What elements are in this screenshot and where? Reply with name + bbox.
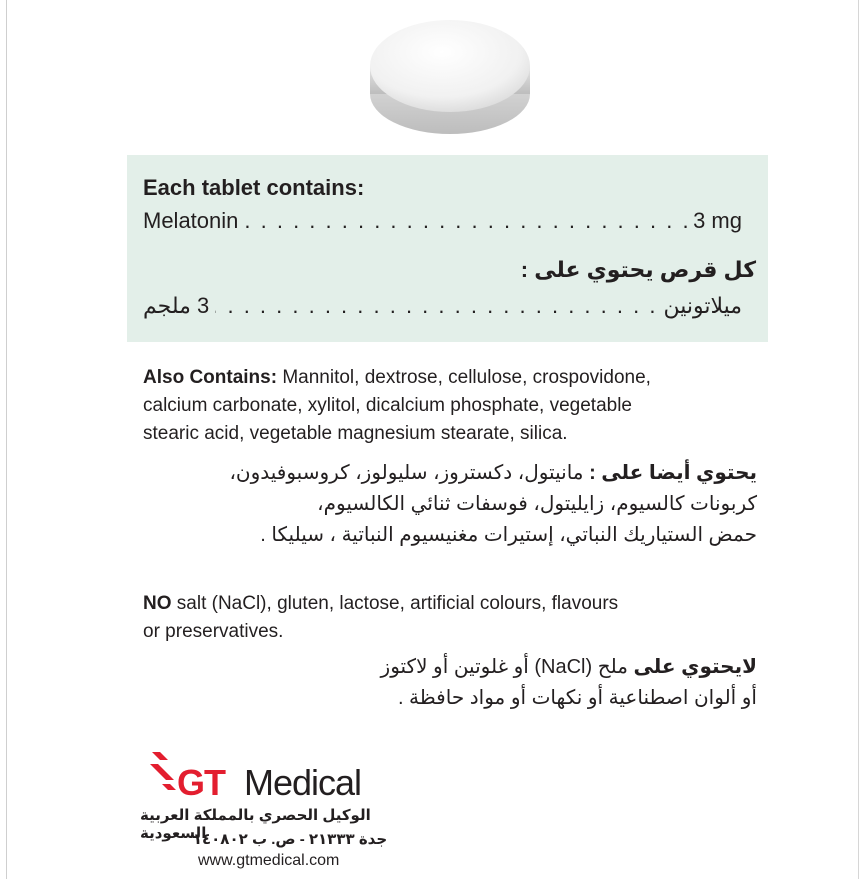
ingredient-row-ar	[143, 293, 742, 319]
no-contains-line1-ar: ملح (NaCl) أو غلوتين أو لاكتوز	[380, 656, 634, 678]
no-contains-line1: salt (NaCl), gluten, lactose, artificial colours, flavours	[171, 593, 619, 614]
no-contains-ar	[127, 652, 757, 714]
exclusive-agent-text: الوكيل الحصري بالمملكة العربية السعودية	[140, 807, 371, 842]
also-contains-ar	[127, 458, 757, 551]
website-link[interactable]: www.gtmedical.com	[198, 852, 340, 869]
ingredient-dose-en: 3 mg	[693, 208, 742, 233]
no-label-ar: لايحتوي على	[633, 656, 757, 678]
also-contains-line2-ar: كربونات كالسيوم، زايليتول، فوسفات ثنائي الكالسيوم،	[317, 493, 757, 515]
dot-leader-ar	[215, 293, 657, 319]
address-text: جدة ٢١٣٣٣ - ص. ب ١٤٠٨٠٢	[192, 831, 388, 848]
tablet-contains-heading: Each tablet contains:	[143, 175, 365, 200]
also-contains-line1: Mannitol, dextrose, cellulose, crospovidone,	[277, 367, 651, 388]
no-label: NO	[143, 593, 172, 614]
no-contains-en	[143, 590, 743, 646]
right-border-rule	[858, 0, 859, 879]
also-contains-label: Also Contains:	[143, 367, 278, 388]
also-contains-line3-ar: حمض الستياريك النباتي، إستيرات مغنيسيوم النباتية ، سيليكا .	[260, 524, 757, 546]
ingredient-name-en: Melatonin	[143, 208, 239, 233]
left-border-rule	[6, 0, 7, 879]
tablet-contains-heading-ar: كل قرص يحتوي على :	[520, 257, 756, 282]
gt-medical-logo	[148, 746, 408, 802]
also-contains-en	[143, 364, 743, 448]
ingredients-box	[127, 155, 768, 342]
no-contains-line2: or preservatives.	[143, 621, 284, 642]
also-contains-label-ar: يحتوي أيضا على :	[589, 462, 757, 484]
ingredient-row-en	[143, 208, 742, 234]
no-contains-line2-ar: أو ألوان اصطناعية أو نكهات أو مواد حافظة .	[397, 687, 757, 709]
ingredient-name-ar: ميلاتونين	[663, 293, 742, 318]
tablet-image	[366, 8, 532, 140]
dot-leader	[244, 208, 687, 234]
gt-logo-mark-icon	[148, 750, 178, 792]
logo-gt-text: GT	[177, 762, 225, 803]
also-contains-line1-ar: مانيتول، دكستروز، سليولوز، كروسبوفيدون،	[229, 462, 590, 484]
also-contains-line2: calcium carbonate, xylitol, dicalcium phosphate, vegetable	[143, 395, 632, 416]
logo-medical-text: Medical	[244, 762, 362, 803]
also-contains-line3: stearic acid, vegetable magnesium stearate, silica.	[143, 423, 568, 444]
ingredient-dose-ar: 3 ملجم	[143, 293, 210, 318]
